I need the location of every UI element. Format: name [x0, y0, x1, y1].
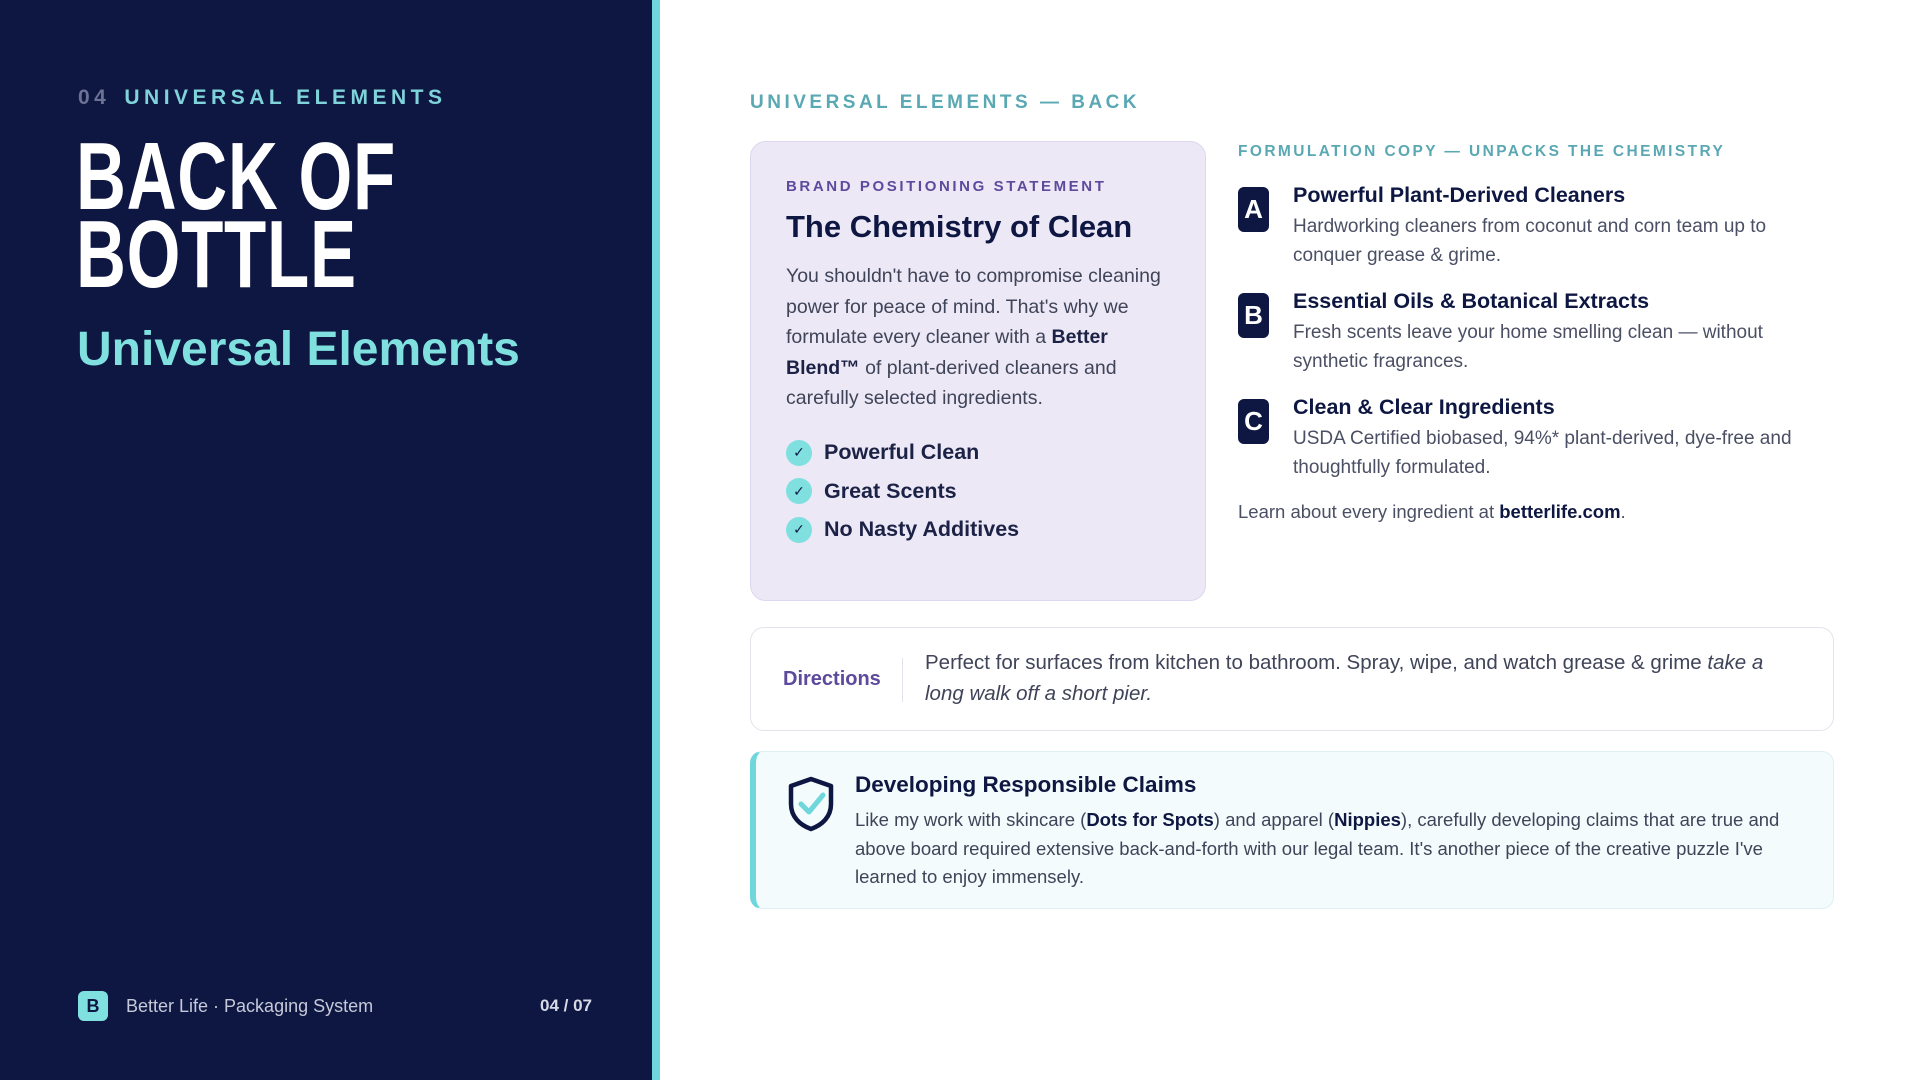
brand-title: The Chemistry of Clean — [786, 209, 1133, 244]
claims-bold-2: Nippies — [1334, 809, 1401, 830]
brand-logo-icon: B — [78, 991, 108, 1021]
page-title — [76, 123, 396, 308]
claims-body — [855, 806, 1805, 892]
brand-positioning-card — [750, 141, 1206, 601]
section-name: UNIVERSAL ELEMENTS — [124, 86, 447, 109]
section-tag — [78, 86, 447, 110]
formulation-item-body: Fresh scents leave your home smelling clean — without synthetic fragrances. — [1293, 322, 1763, 372]
claims-title: Developing Responsible Claims — [855, 772, 1197, 797]
check-label: Powerful Clean — [824, 440, 980, 465]
directions-label: Directions — [783, 668, 881, 690]
claims-text-1: Like my work with skincare ( — [855, 809, 1087, 830]
brand-body-bold: Better Blend™ — [786, 326, 1108, 379]
shield-check-icon — [786, 776, 836, 832]
directions-card — [750, 627, 1834, 731]
brand-body — [786, 261, 1171, 414]
accent-divider — [652, 0, 660, 1080]
claims-text-2: ) and apparel ( — [1213, 809, 1335, 830]
formulation-item-body: Hardworking cleaners from coconut and corn team up to conquer grease & grime. — [1293, 216, 1767, 266]
betterlife-link[interactable]: betterlife.com — [1499, 501, 1621, 522]
check-label: No Nasty Additives — [824, 517, 1020, 542]
brand-eyebrow: BRAND POSITIONING STATEMENT — [786, 178, 1107, 195]
formulation-item-title: Powerful Plant-Derived Cleaners — [1293, 183, 1626, 207]
letter-badge: C — [1238, 399, 1269, 444]
formulation-item-title: Essential Oils & Botanical Extracts — [1293, 289, 1650, 313]
directions-body: Perfect for surfaces from kitchen to bathroom. Spray, wipe, and watch grease & grime — [925, 651, 1708, 674]
brand-body-text: You shouldn't have to compromise cleaning power for peace of mind. That's why we formulate every cleaner with a — [786, 265, 1161, 348]
checkmark-icon: ✓ — [786, 440, 812, 466]
section-number: 04 — [78, 86, 111, 109]
check-list — [786, 434, 1171, 550]
page-number: 04 / 07 — [540, 996, 592, 1015]
formulation-copy — [1238, 143, 1838, 522]
list-item — [786, 472, 1171, 511]
footer-label: Better Life · Packaging System — [126, 995, 374, 1016]
page-subtitle: Universal Elements — [77, 323, 520, 376]
check-label: Great Scents — [824, 478, 957, 503]
directions-text — [925, 648, 1805, 709]
claims-callout — [750, 751, 1834, 909]
learn-prefix: Learn about every ingredient at — [1238, 501, 1500, 522]
list-item — [786, 434, 1171, 473]
main-section-tag: UNIVERSAL ELEMENTS — BACK — [750, 92, 1141, 113]
page-title-line-1: BACK OF — [76, 123, 396, 230]
directions-italic: take a long walk off a short pier. — [925, 651, 1764, 705]
learn-suffix: . — [1620, 501, 1626, 522]
left-panel — [0, 0, 652, 1080]
brand-body-text-end: of plant-derived cleaners and carefully selected ingredients. — [786, 356, 1117, 409]
directions-divider — [902, 658, 903, 702]
checkmark-icon: ✓ — [786, 517, 812, 543]
footer — [78, 990, 592, 1022]
claims-bold-1: Dots for Spots — [1086, 809, 1214, 830]
list-item — [786, 511, 1171, 550]
formulation-item-body: USDA Certified biobased, 94%* plant-derived, dye-free and thoughtfully formulated. — [1293, 428, 1792, 478]
formulation-tag: FORMULATION COPY — UNPACKS THE CHEMISTRY — [1238, 143, 1726, 160]
learn-more-text — [1238, 501, 1626, 523]
letter-badge: B — [1238, 293, 1269, 338]
formulation-item-title: Clean & Clear Ingredients — [1293, 395, 1555, 419]
page-title-line-2: BOTTLE — [76, 201, 357, 308]
letter-badge: A — [1238, 187, 1269, 232]
checkmark-icon: ✓ — [786, 478, 812, 504]
claims-text-3: ), carefully developing claims that are true and above board required extensive back-and-forth with our legal team. It's another piece of the creative puzzle I've learned to enjoy immensely. — [855, 809, 1780, 887]
